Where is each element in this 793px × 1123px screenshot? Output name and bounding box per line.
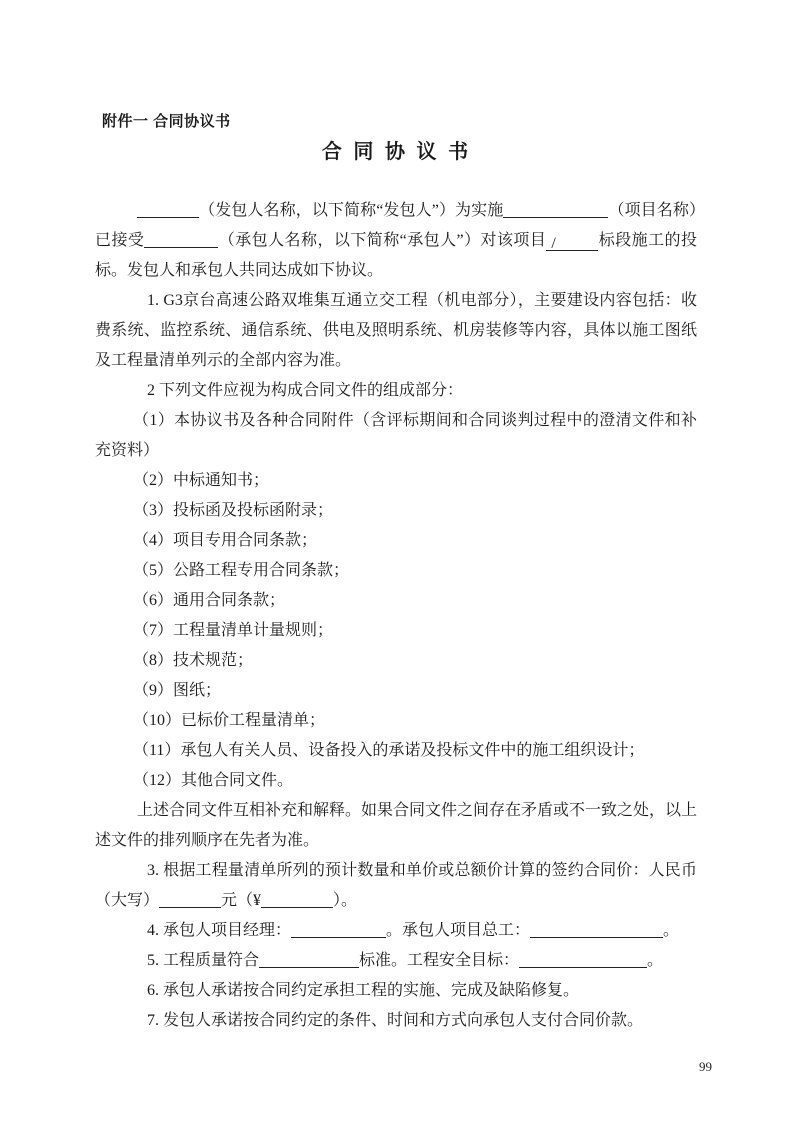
fill-in-blank [159, 892, 221, 908]
text-run: 上述合同文件互相补充和解释。如果合同文件之间存在矛盾或不一致之处，以上述文件的排列顺序在先者为准。 [95, 802, 698, 849]
paragraph-subitem-4 [95, 526, 697, 556]
paragraph-item-5 [95, 946, 697, 976]
attachment-header: 附件一 合同协议书 [102, 113, 231, 130]
paragraph-subitem-10 [95, 706, 697, 736]
paragraph-item-3 [95, 856, 697, 916]
text-run: 。承包人项目总工： [386, 922, 531, 939]
text-run: 元（¥ [221, 892, 262, 909]
paragraph-subitem-7 [95, 616, 697, 646]
paragraph-subitem-2 [95, 466, 697, 496]
text-run: 7. 发包人承诺按合同约定的条件、时间和方式向承包人支付合同价款。 [147, 1012, 644, 1029]
fill-in-blank [291, 922, 386, 938]
fill-in-blank [503, 202, 608, 218]
text-run: （8）技术规范； [133, 652, 254, 669]
paragraph-item-6 [95, 976, 697, 1006]
text-run: （4）项目专用合同条款； [133, 532, 318, 549]
fill-in-blank [519, 952, 647, 968]
text-run: 标段施工的投标。发包人和承包人共同达成如下协议。 [95, 232, 697, 279]
text-run: （9）图纸； [133, 682, 222, 699]
text-run: 6. 承包人承诺按合同约定承担工程的实施、完成及缺陷修复。 [147, 982, 580, 999]
text-run: （发包人名称，以下简称“发包人”）为实施 [199, 202, 504, 219]
paragraph-subitem-9 [95, 676, 697, 706]
document-title: 合 同 协 议 书 [321, 141, 472, 163]
text-run: （12）其他合同文件。 [133, 772, 294, 789]
fill-in-blank [261, 892, 333, 908]
paragraph-item-2 [95, 376, 697, 406]
paragraph-subitem-6 [95, 586, 697, 616]
text-run: 。 [663, 922, 680, 939]
text-run: （1）本协议书及各种合同附件（含评标期间和合同谈判过程中的澄清文件和补充资料） [95, 412, 697, 459]
text-run: 5. 工程质量符合 [147, 952, 260, 969]
paragraph-subitem-11 [95, 736, 697, 766]
paragraph-priority-note [95, 796, 697, 856]
fill-in-blank [530, 922, 663, 938]
text-run: （2）中标通知书； [133, 472, 270, 489]
fill-in-blank [137, 202, 199, 218]
text-run: 1. G3京台高速公路双堆集互通立交工程（机电部分），主要建设内容包括：收费系统、监控系统、通信系统、供电及照明系统、机房装修等内容，具体以施工图纸及工程量清单列示的全部内容为准。 [95, 292, 697, 369]
paragraph-item-4 [95, 916, 697, 946]
text-run: （6）通用合同条款； [133, 592, 286, 609]
paragraph-subitem-8 [95, 646, 697, 676]
text-run: （5）公路工程专用合同条款； [133, 562, 350, 579]
text-run: 。 [647, 952, 664, 969]
text-run: （项目名称）已接受 [95, 202, 697, 249]
fill-in-blank: / [546, 235, 598, 251]
paragraph-item-1 [95, 286, 697, 376]
document-body [95, 196, 697, 1036]
text-run: 标准。工程安全目标： [359, 952, 520, 969]
text-run: ）。 [333, 892, 358, 909]
paragraph-item-7 [95, 1006, 697, 1036]
paragraph-subitem-1 [95, 406, 697, 466]
text-run: （11）承包人有关人员、设备投入的承诺及投标文件中的施工组织设计； [133, 742, 645, 759]
fill-in-blank [259, 952, 359, 968]
text-run: （7）工程量清单计量规则； [133, 622, 334, 639]
page-number: 99 [699, 1059, 712, 1074]
paragraph-subitem-12 [95, 766, 697, 796]
paragraph-subitem-5 [95, 556, 697, 586]
text-run: 4. 承包人项目经理： [147, 922, 292, 939]
fill-in-blank [144, 232, 218, 248]
paragraph-intro [95, 196, 697, 286]
text-run: （承包人名称，以下简称“承包人”）对该项目 [218, 232, 547, 249]
text-run: 2 下列文件应视为构成合同文件的组成部分： [147, 382, 464, 399]
text-run: 3. 根据工程量清单所列的预计数量和单价或总额价计算的签约合同价：人民币（大写） [95, 862, 697, 909]
text-run: （3）投标函及投标函附录； [133, 502, 334, 519]
text-run: （10）已标价工程量清单； [133, 712, 326, 729]
paragraph-subitem-3 [95, 496, 697, 526]
